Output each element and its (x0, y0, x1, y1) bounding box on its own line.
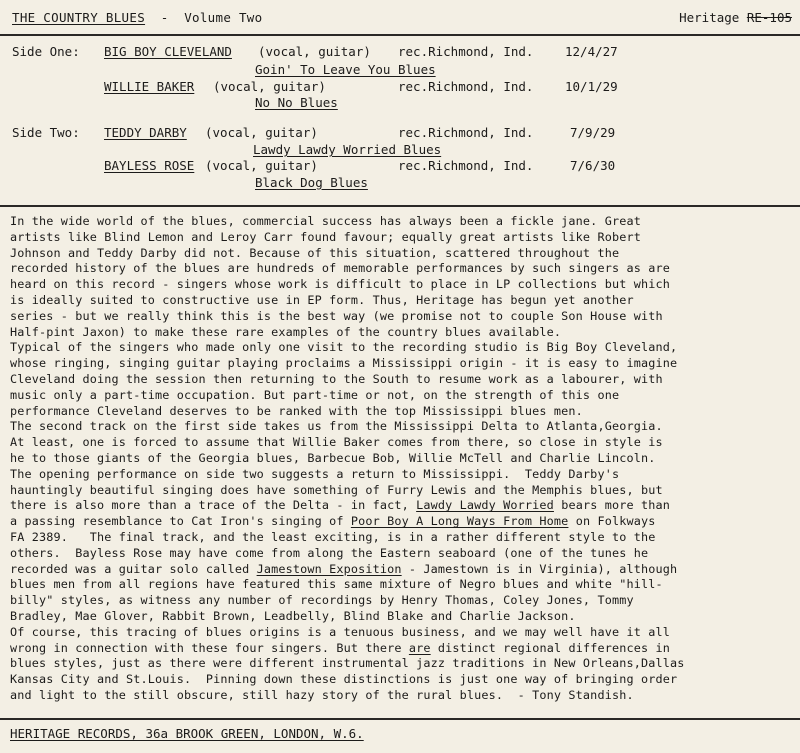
notes-line: on Folkways (568, 514, 656, 529)
notes-line: Of course, this tracing of blues origins is a tenuous business, and we may well have it all (10, 624, 670, 639)
liner-notes (10, 214, 794, 704)
song-title-reference: Lawdy Lawdy Worried (416, 498, 554, 513)
notes-line: The opening performance on side two suggests a return to Mississippi. Teddy Darby's (10, 466, 620, 481)
track-date: 7/6/30 (570, 158, 616, 173)
notes-line: artists like Blind Lemon and Leroy Carr found favour; equally great artists like Robert (10, 229, 641, 244)
notes-line: Johnson and Teddy Darby did not. Because of this situation, scattered throughout the (10, 245, 620, 260)
notes-line: series - but we really think this is the best way (we promise not to couple Son House with (10, 308, 663, 323)
label-name: Heritage (679, 10, 740, 25)
notes-line: The second track on the first side takes us from the Mississippi Delta to Atlanta,Georgia. (10, 419, 663, 434)
section-divider (0, 205, 800, 207)
notes-line: - Jamestown is in Virginia), although (401, 561, 678, 576)
notes-line: billy" styles, as witness any number of recordings by Henry Thomas, Coley Jones, Tommy (10, 593, 634, 608)
notes-line: bears more than (553, 498, 670, 513)
notes-line: Half-pint Jaxon) to make these rare examples of the country blues available. (10, 324, 562, 339)
notes-line: Typical of the singers who made only one visit to the recording studio is Big Boy Cleveland, (10, 340, 678, 355)
volume-text: Volume Two (184, 10, 263, 25)
track-place: rec.Richmond, Ind. (398, 158, 534, 173)
track-song: No No Blues (255, 95, 338, 110)
notes-line: performance Cleveland deserves to be ranked with the top Mississippi blues men. (10, 403, 583, 418)
track-artist: BIG BOY CLEVELAND (104, 44, 232, 59)
notes-line: wrong in connection with these four singers. But there (10, 640, 409, 655)
notes-line: music only a part-time occupation. But part-time or not, on the strength of this one (10, 387, 620, 402)
track-credits: (vocal, guitar) (258, 44, 371, 59)
song-title-reference: Poor Boy A Long Ways From Home (350, 514, 569, 529)
notes-line: In the wide world of the blues, commercial success has always been a fickle jane. Great (10, 214, 641, 228)
notes-line: he to those giants of the Georgia blues, Barbecue Bob, Willie McTell and Charlie Lincoln. (10, 450, 656, 465)
track-date: 12/4/27 (565, 44, 618, 59)
notes-line: heard on this record - singers whose work is difficult to place in LP collections but which (10, 277, 670, 292)
notes-line: FA 2389. The final track, and the least exciting, is in a rather different style to the (10, 529, 656, 544)
track-date: 7/9/29 (570, 125, 616, 140)
notes-line: Cleveland doing the session then returning to the South to resume work as a labourer, with (10, 371, 663, 386)
side-two-label: Side Two: (12, 125, 80, 140)
track-song: Goin' To Leave You Blues (255, 62, 436, 77)
label-catalog (679, 10, 792, 25)
notes-line: hauntingly beautiful singing does have something of Furry Lewis and the Memphis blues, but (10, 482, 663, 497)
notes-line: Bradley, Mae Glover, Rabbit Brown, Leadbelly, Blind Blake and Charlie Jackson. (10, 608, 576, 623)
header-bar (0, 0, 800, 36)
notes-line: distinct regional differences in (430, 640, 670, 655)
album-title (12, 10, 262, 25)
notes-line: and light to the still obscure, still hazy story of the rural blues. - Tony Standish. (10, 687, 634, 702)
track-place: rec.Richmond, Ind. (398, 125, 534, 140)
catalog-number: RE-105 (746, 10, 792, 25)
notes-line: recorded was a guitar solo called (10, 561, 257, 576)
title-dash: - (160, 10, 169, 25)
track-artist: BAYLESS ROSE (104, 158, 195, 173)
track-place: rec.Richmond, Ind. (398, 79, 534, 94)
track-song: Black Dog Blues (255, 175, 368, 190)
track-artist: WILLIE BAKER (104, 79, 195, 94)
publisher-address: HERITAGE RECORDS, 36a BROOK GREEN, LONDON, W.6. (10, 726, 364, 741)
notes-line: whose ringing, singing guitar playing proclaims a Mississippi origin - it is easy to imagine (10, 356, 678, 371)
track-place: rec.Richmond, Ind. (398, 44, 534, 59)
notes-line: others. Bayless Rose may have come from along the Eastern seaboard (one of the tunes he (10, 545, 649, 560)
track-credits: (vocal, guitar) (213, 79, 326, 94)
side-one-label: Side One: (12, 44, 80, 59)
notes-line: there is also more than a trace of the Delta - in fact, (10, 498, 417, 513)
notes-line: At least, one is forced to assume that Willie Baker comes from there, so close in style is (10, 435, 663, 450)
notes-line: is ideally suited to constructive use in EP form. Thus, Heritage has begun yet another (10, 292, 634, 307)
notes-line: blues men from all regions have featured this same mixture of Negro blues and white "hill- (10, 577, 663, 592)
track-listing (0, 40, 800, 200)
notes-line: Kansas City and St.Louis. Pinning down these distinctions is just one way of bringing order (10, 672, 678, 687)
notes-line: blues styles, just as there were different instrumental jazz traditions in New Orleans,Dallas (10, 656, 685, 671)
track-artist: TEDDY DARBY (104, 125, 187, 140)
track-date: 10/1/29 (565, 79, 618, 94)
track-credits: (vocal, guitar) (205, 125, 318, 140)
song-title-reference: Jamestown Exposition (256, 561, 402, 576)
title-text: THE COUNTRY BLUES (12, 10, 146, 25)
track-song: Lawdy Lawdy Worried Blues (253, 142, 442, 157)
emphasized-word: are (408, 640, 431, 655)
notes-line: a passing resemblance to Cat Iron's singing of (10, 514, 351, 529)
footer-divider (0, 718, 800, 720)
track-credits: (vocal, guitar) (205, 158, 318, 173)
notes-line: recorded history of the blues are hundreds of memorable performances by such singers as are (10, 261, 670, 276)
